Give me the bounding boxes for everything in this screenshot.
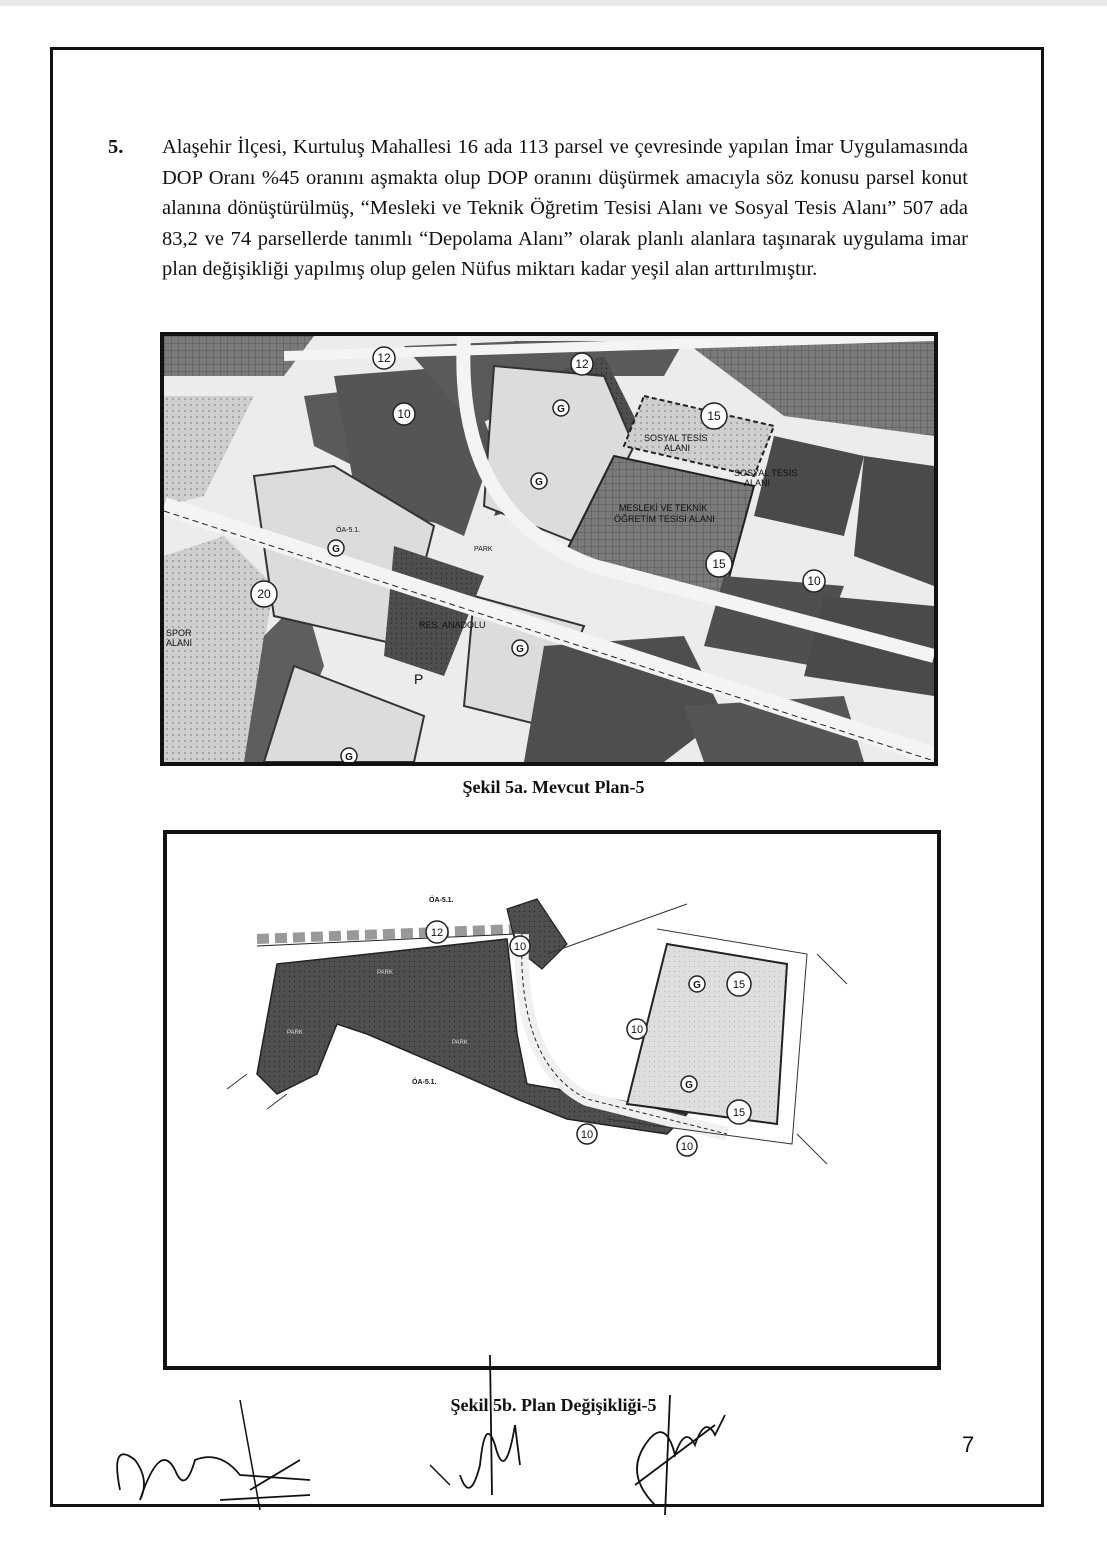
map-a-label-mesleki-1: MESLEKİ VE TEKNİK: [619, 503, 708, 513]
map-b-label-oa-top: ÖA-5.1.: [429, 897, 454, 904]
map-b-label-oa-mid: ÖA-5.1.: [412, 1079, 437, 1086]
map-b-label-park-3: PARK: [452, 1040, 468, 1046]
map-a-label-sosyal-tesis-1: SOSYAL TESİS: [644, 433, 708, 443]
map-a-label-spor-alani: ALANI: [166, 638, 193, 648]
map-a-g-symbol-1: G: [557, 404, 565, 415]
map-a-road-width-5: 20: [257, 587, 271, 601]
map-b-g-symbol-1: G: [693, 980, 701, 991]
map-a-label-p: P: [414, 671, 424, 687]
figure-5a-caption: Şekil 5a. Mevcut Plan-5: [462, 777, 645, 797]
page-number: 7: [962, 1432, 975, 1457]
map-a-g-symbol-5: G: [345, 752, 353, 762]
map-a-label-spor: SPOR: [166, 628, 192, 638]
map-b-road-width-3: 15: [732, 979, 746, 991]
map-b-label-park-1: PARK: [377, 970, 393, 976]
map-a-road-width-6: 10: [807, 574, 821, 588]
map-a-g-symbol-3: G: [332, 544, 340, 555]
map-b-road-width-4: 10: [630, 1024, 644, 1036]
map-a-g-symbol-2: G: [535, 477, 543, 488]
existing-plan-drawing: [164, 336, 934, 762]
map-a-label-mesleki-2: ÖĞRETİM TESİSİ ALANI: [614, 514, 715, 524]
map-a-road-width-4: 15: [707, 409, 721, 423]
map-a-road-width-7: 15: [712, 557, 726, 571]
existing-plan-map: [160, 332, 938, 766]
plan-change-drawing: [167, 834, 937, 1366]
map-b-g-symbol-2: G: [685, 1080, 693, 1091]
paragraph-number: 5.: [108, 136, 124, 158]
map-b-label-park-2: PARK: [287, 1030, 303, 1036]
map-b-road-width-2: 10: [513, 941, 527, 953]
signature-3: [615, 1385, 735, 1525]
map-a-label-alani-2: ALANI: [744, 478, 771, 488]
map-a-label-oa: ÖA-5.1.: [336, 527, 361, 534]
map-b-road-width-6: 10: [580, 1129, 594, 1141]
signature-1: [100, 1400, 320, 1520]
map-a-road-width-1: 12: [377, 351, 391, 365]
plan-change-map: [163, 830, 941, 1370]
map-b-road-width-1: 12: [430, 927, 444, 939]
paragraph-5: [108, 132, 968, 285]
map-b-road-width-7: 10: [680, 1141, 694, 1153]
figure-5b-caption: Şekil 5b. Plan Değişikliği-5: [450, 1395, 657, 1415]
map-a-label-alani-1: ALANI: [664, 443, 691, 453]
map-a-label-park: PARK: [474, 546, 493, 553]
map-b-road-width-5: 15: [732, 1107, 746, 1119]
scan-edge: [0, 0, 1107, 6]
signature-2: [420, 1355, 540, 1515]
map-a-label-sosyal-tesis-2: SOSYAL TESİS: [734, 468, 798, 478]
map-a-label-res: RES. ANADOLU: [419, 620, 486, 630]
map-a-road-width-2: 12: [575, 357, 589, 371]
paragraph-text: Alaşehir İlçesi, Kurtuluş Mahallesi 16 ada 113 parsel ve çevresinde yapılan İmar Uygulamasında DOP Oranı %45 oranını aşmakta olup DOP oranını düşürmek amacıyla söz konusu parsel konut alanına dönüştürülmüş, “Mesleki ve Teknik Öğretim Tesisi Alanı ve Sosyal Tesis Alanı” 507 ada 83,2 ve 74 parsellerde tanımlı “Depolama Alanı” olarak planlı alanlara taşınarak uygulama imar plan değişikliği yapılmış olup gelen Nüfus miktarı kadar yeşil alan arttırılmıştır.: [162, 136, 968, 280]
map-a-road-width-3: 10: [397, 407, 411, 421]
map-a-g-symbol-4: G: [516, 644, 524, 655]
